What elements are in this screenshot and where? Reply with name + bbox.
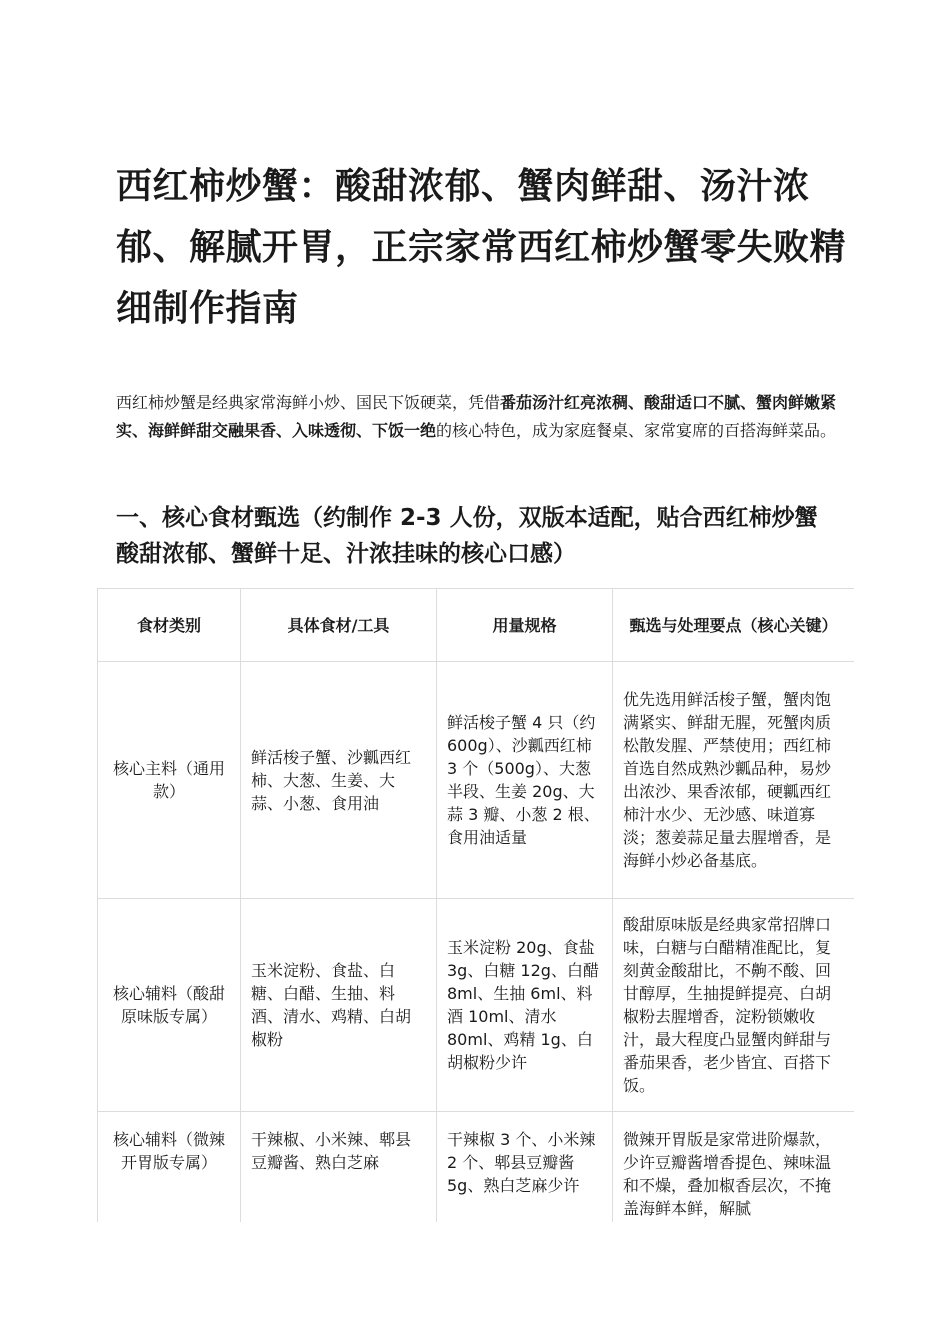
cell-notes: 酸甜原味版是经典家常招牌口味，白糖与白醋精准配比，复刻黄金酸甜比，不齁不酸、回甘醇厚，生抽提鲜提亮、白胡椒粉去腥增香，淀粉锁嫩收汁，最大程度凸显蟹肉鲜甜与番茄果香，老少皆宜、百搭下饭。	[613, 899, 855, 1112]
header-amount: 用量规格	[437, 589, 613, 662]
intro-highlight: 番茄汤汁红亮浓稠、酸甜适口不腻、蟹肉鲜嫩紧实、海鲜鲜甜交融果香、入味透彻、下饭一绝	[116, 393, 837, 440]
table-row	[98, 1112, 855, 1223]
ingredients-table-wrapper	[97, 588, 854, 1222]
cell-notes: 微辣开胃版是家常进阶爆款，少许豆瓣酱增香提色、辣味温和不燥，叠加椒香层次，不掩盖海鲜本鲜，解腻	[613, 1112, 855, 1223]
cell-items: 玉米淀粉、食盐、白糖、白醋、生抽、料酒、清水、鸡精、白胡椒粉	[241, 899, 437, 1112]
page-title: 西红柿炒蟹：酸甜浓郁、蟹肉鲜甜、汤汁浓郁、解腻开胃，正宗家常西红柿炒蟹零失败精细制作指南	[116, 166, 847, 329]
cell-category: 核心辅料（酸甜原味版专属）	[98, 899, 241, 1112]
intro-text-1: 西红柿炒蟹是经典家常海鲜小炒、国民下饭硬菜，凭借	[116, 393, 501, 412]
table-header-row	[98, 589, 855, 662]
section-heading-ingredients: 一、核心食材甄选（约制作 2-3 人份，双版本适配，贴合西红柿炒蟹酸甜浓郁、蟹鲜十足、汁浓挂味的核心口感）	[116, 505, 818, 567]
header-notes: 甄选与处理要点（核心关键）	[613, 589, 855, 662]
header-items: 具体食材/工具	[241, 589, 437, 662]
ingredients-table	[97, 588, 854, 1222]
cell-amount: 干辣椒 3 个、小米辣 2 个、郫县豆瓣酱 5g、熟白芝麻少许	[437, 1112, 613, 1223]
intro-text-2: 的核心特色，成为家庭餐桌、家常宴席的百搭海鲜菜品。	[436, 421, 837, 440]
table-row	[98, 662, 855, 899]
intro-paragraph	[116, 389, 840, 445]
cell-items: 干辣椒、小米辣、郫县豆瓣酱、熟白芝麻	[241, 1112, 437, 1223]
cell-amount: 鲜活梭子蟹 4 只（约 600g）、沙瓤西红柿 3 个（500g）、大葱半段、生姜 20g、大蒜 3 瓣、小葱 2 根、食用油适量	[437, 662, 613, 899]
table-row	[98, 899, 855, 1112]
cell-category: 核心辅料（微辣开胃版专属）	[98, 1112, 241, 1223]
cell-items: 鲜活梭子蟹、沙瓤西红柿、大葱、生姜、大蒜、小葱、食用油	[241, 662, 437, 899]
cell-notes: 优先选用鲜活梭子蟹，蟹肉饱满紧实、鲜甜无腥，死蟹肉质松散发腥、严禁使用；西红柿首选自然成熟沙瓤品种，易炒出浓沙、果香浓郁，硬瓤西红柿汁水少、无沙感、味道寡淡；葱姜蒜足量去腥增香，是海鲜小炒必备基底。	[613, 662, 855, 899]
cell-category: 核心主料（通用款）	[98, 662, 241, 899]
header-category: 食材类别	[98, 589, 241, 662]
cell-amount: 玉米淀粉 20g、食盐 3g、白糖 12g、白醋 8ml、生抽 6ml、料酒 10ml、清水 80ml、鸡精 1g、白胡椒粉少许	[437, 899, 613, 1112]
